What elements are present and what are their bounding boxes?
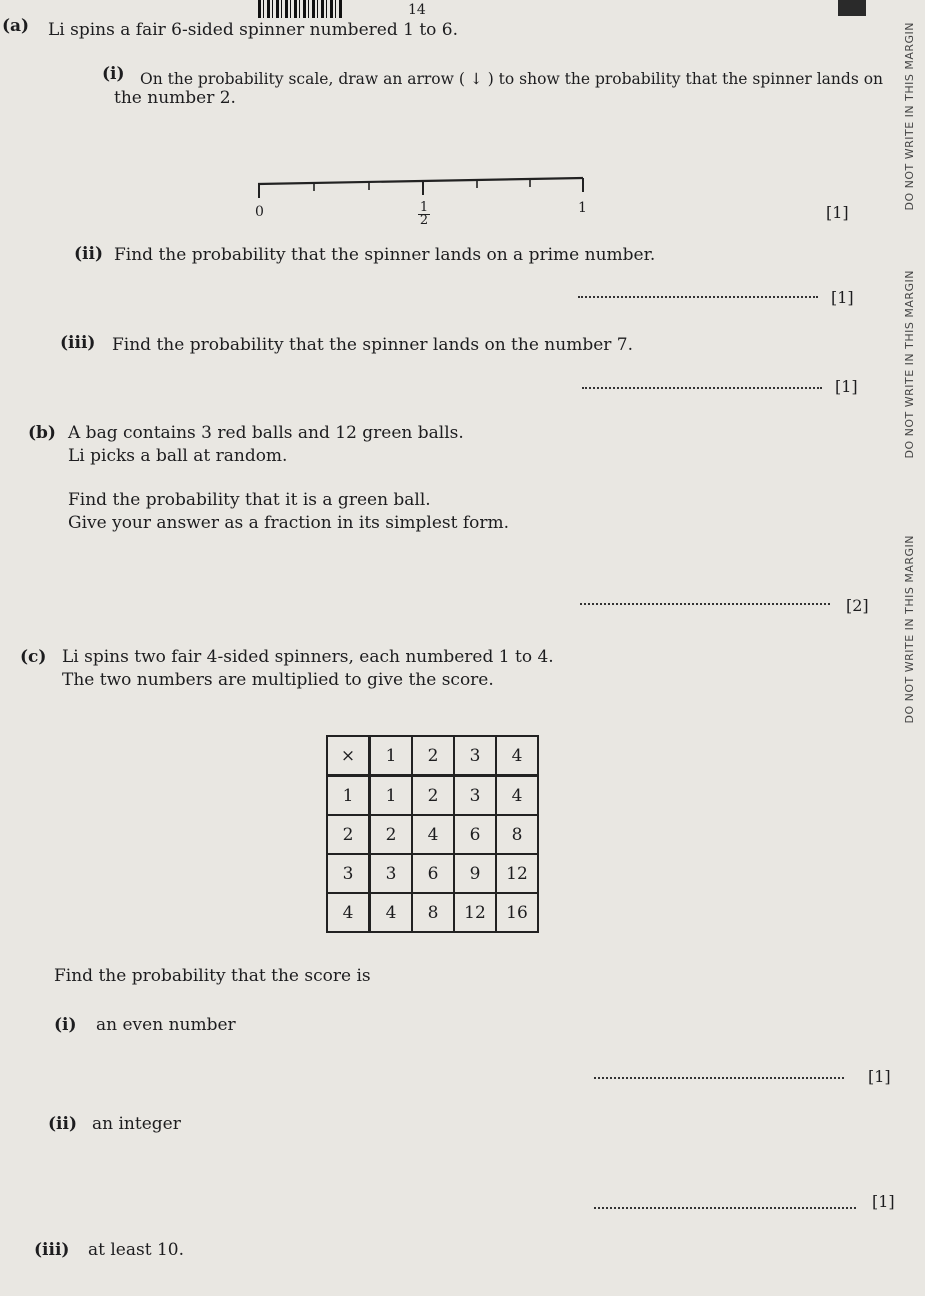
scale-half-denominator: 2 [419,213,429,228]
table-cell: 12 [454,893,496,932]
part-c-i-label: (i) [54,1015,77,1035]
table-cell: 6 [412,854,454,893]
part-c-iii-label: (iii) [34,1240,70,1260]
table-row [327,815,538,854]
part-c-line2: The two numbers are multiplied to give the score. [62,670,494,690]
table-cell: 8 [496,815,538,854]
part-a-label: (a) [2,16,30,36]
table-cell: 2 [412,736,454,776]
table-cell: 3 [327,854,370,893]
table-row [327,893,538,932]
table-cell: 4 [412,815,454,854]
table-row [327,776,538,816]
corner-mark [838,0,866,16]
scale-label-zero: 0 [255,204,264,220]
part-c-ii-text: an integer [92,1114,181,1134]
table-cell: 1 [370,776,413,816]
scale-half-numerator: 1 [419,200,429,215]
probability-scale[interactable] [255,170,590,200]
part-c-ii-marks: [1] [872,1192,895,1211]
barcode [258,0,342,18]
table-cell: × [327,736,370,776]
part-c-line1: Li spins two fair 4-sided spinners, each numbered 1 to 4. [62,647,554,667]
margin-text-1: DO NOT WRITE IN THIS MARGIN [903,22,916,211]
table-cell: 8 [412,893,454,932]
table-cell: 4 [370,893,413,932]
scale-label-one: 1 [578,200,587,216]
part-b-label: (b) [28,423,56,443]
part-c-ii-label: (ii) [48,1114,78,1134]
part-a-iii-text: Find the probability that the spinner lands on the number 7. [112,335,634,355]
table-cell: 6 [454,815,496,854]
scale-label-half [418,202,430,227]
table-cell: 2 [370,815,413,854]
part-a-ii-text: Find the probability that the spinner lands on a prime number. [114,245,656,265]
table-cell: 2 [412,776,454,816]
table-cell: 3 [454,736,496,776]
margin-text-3: DO NOT WRITE IN THIS MARGIN [903,535,916,724]
part-c-i-text: an even number [96,1015,236,1035]
table-row [327,854,538,893]
table-cell: 3 [454,776,496,816]
part-a-iii-marks: [1] [835,377,858,396]
part-b-line3: Find the probability that it is a green ball. [68,490,431,510]
answer-line-a-ii[interactable] [578,296,818,298]
table-cell: 4 [327,893,370,932]
part-a-i-text-2: the number 2. [114,88,236,108]
part-a-ii-marks: [1] [831,288,854,307]
table-cell: 16 [496,893,538,932]
answer-line-b[interactable] [580,603,830,605]
table-row [327,736,538,776]
part-c-i-marks: [1] [868,1067,891,1086]
part-a-ii-label: (ii) [74,244,104,264]
part-b-line4: Give your answer as a fraction in its simplest form. [68,513,510,533]
margin-text-2: DO NOT WRITE IN THIS MARGIN [903,270,916,459]
part-c-label: (c) [20,647,47,667]
answer-line-c-i[interactable] [594,1077,844,1079]
part-a-i-text: On the probability scale, draw an arrow ( ↓ ) to show the probability that the spinner lands on [140,70,884,88]
table-cell: 4 [496,776,538,816]
part-a-iii-label: (iii) [60,333,96,353]
part-b-line1: A bag contains 3 red balls and 12 green balls. [68,423,464,443]
table-cell: 3 [370,854,413,893]
part-a-i-label: (i) [102,64,125,84]
part-a-i-marks: [1] [826,203,849,222]
answer-line-c-ii[interactable] [594,1207,856,1209]
part-b-line2: Li picks a ball at random. [68,446,288,466]
table-cell: 2 [327,815,370,854]
answer-line-a-iii[interactable] [582,387,822,389]
part-c-iii-text: at least 10. [88,1240,184,1260]
table-cell: 12 [496,854,538,893]
table-cell: 9 [454,854,496,893]
table-cell: 1 [327,776,370,816]
page-number: 14 [408,2,426,18]
multiplication-table [326,735,539,933]
part-b-marks: [2] [846,596,869,615]
part-c-find-text: Find the probability that the score is [54,966,371,986]
part-a-intro: Li spins a fair 6-sided spinner numbered 1 to 6. [48,20,459,40]
table-cell: 1 [370,736,413,776]
table-cell: 4 [496,736,538,776]
